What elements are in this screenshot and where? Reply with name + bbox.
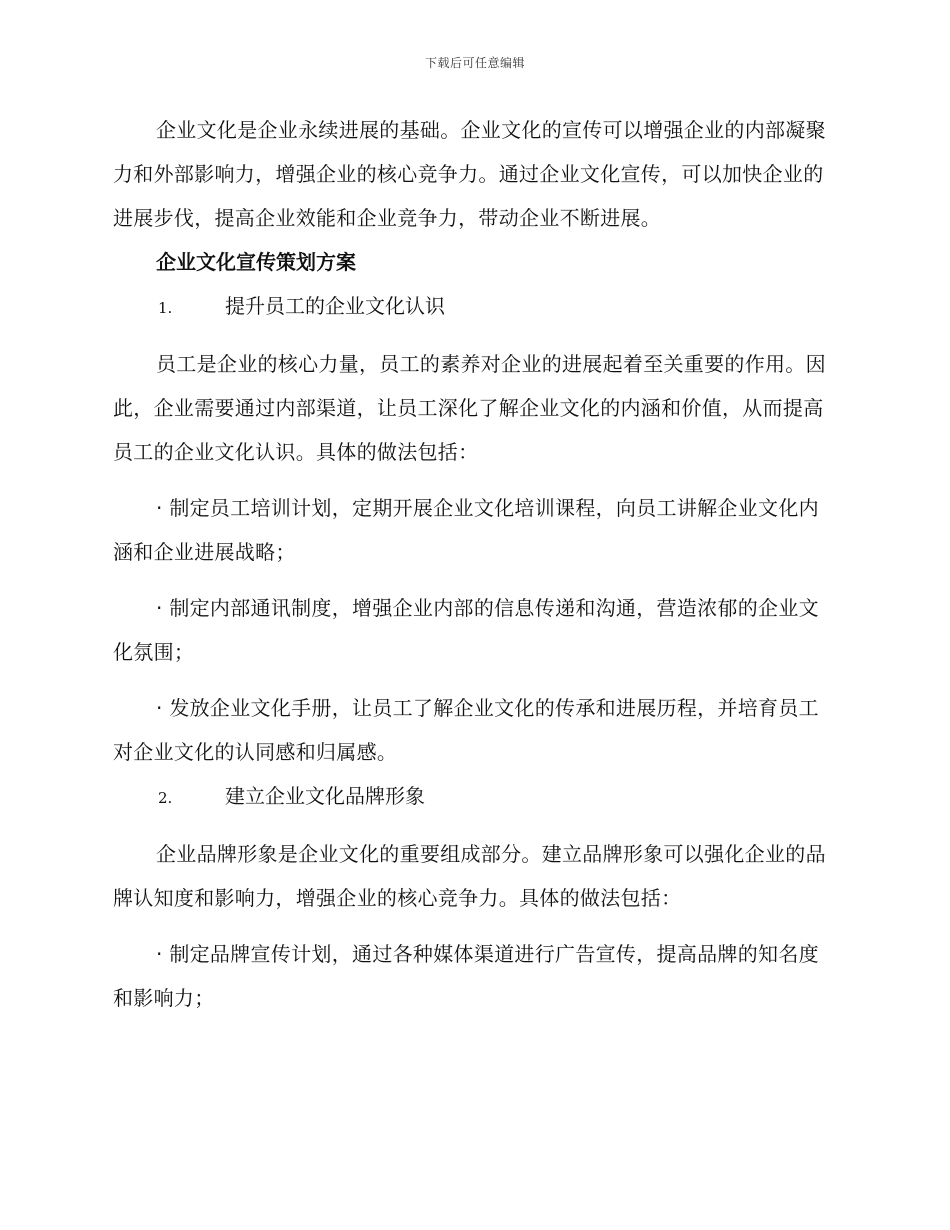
document-body <box>113 108 833 1020</box>
intro-paragraph: 企业文化是企业永续进展的基础。企业文化的宣传可以增强企业的内部凝聚力和外部影响力，增强企业的核心竞争力。通过企业文化宣传，可以加快企业的进展步伐，提高企业效能和企业竞争力，带动企业不断进展。 <box>113 118 826 230</box>
numbered-heading-1 <box>113 284 833 330</box>
bullet-item: · 制定内部通讯制度，增强企业内部的信息传递和沟通，营造浓郁的企业文化氛围； <box>113 596 819 664</box>
item-number-2: 2. <box>158 789 173 807</box>
item-title-2: 建立企业文化品牌形象 <box>225 784 425 808</box>
numbered-heading-2 <box>113 774 833 820</box>
item2-body-paragraph: 企业品牌形象是企业文化的重要组成部分。建立品牌形象可以强化企业的品牌认知度和影响力，增强企业的核心竞争力。具体的做法包括： <box>113 842 826 910</box>
bullet-item: · 制定品牌宣传计划，通过各种媒体渠道进行广告宣传，提高品牌的知名度和影响力； <box>113 942 819 1010</box>
bullet-item: · 制定员工培训计划，定期开展企业文化培训课程，向员工讲解企业文化内涵和企业进展战略； <box>113 496 819 564</box>
item1-body-paragraph: 员工是企业的核心力量，员工的素养对企业的进展起着至关重要的作用。因此，企业需要通过内部渠道，让员工深化了解企业文化的内涵和价值，从而提高员工的企业文化认识。具体的做法包括： <box>113 352 826 464</box>
section-title: 企业文化宣传策划方案 <box>156 250 356 274</box>
item-title-1: 提升员工的企业文化认识 <box>225 294 445 318</box>
page-header: 下载后可任意编辑 <box>424 56 525 70</box>
bullet-item: · 发放企业文化手册，让员工了解企业文化的传承和进展历程，并培育员工对企业文化的认同感和归属感。 <box>113 696 819 764</box>
item-number-1: 1. <box>158 299 173 317</box>
